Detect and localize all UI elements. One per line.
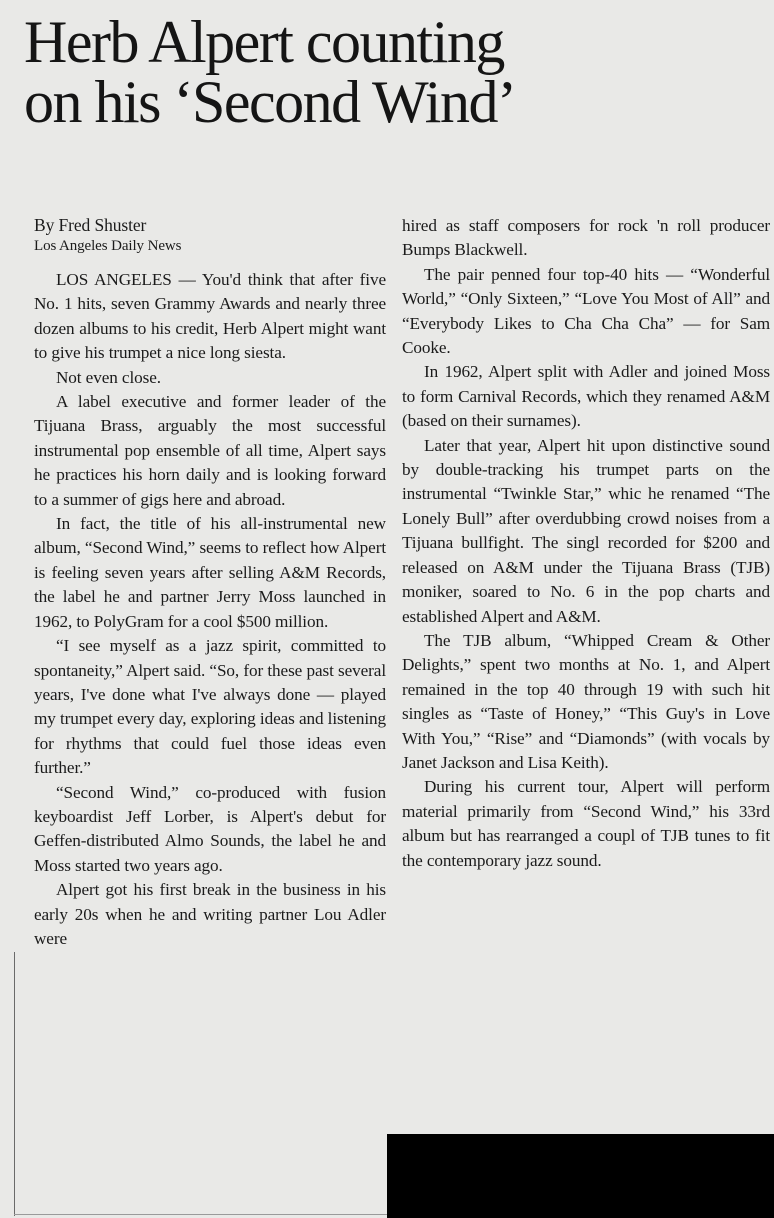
column-rule-left bbox=[14, 952, 15, 1216]
headline bbox=[24, 9, 764, 135]
headline-line-2: on his ‘Second Wind’ bbox=[24, 69, 516, 135]
paragraph-right-3: In 1962, Alpert split with Adler and joined Moss to form Carnival Records, which they renamed A&M (based on their surnames). bbox=[402, 362, 770, 431]
paragraph-left-6: “Second Wind,” co-produced with fusion keyboardist Jeff Lorber, is Alpert's debut for Geffen-distributed Almo Sounds, the label he and Moss started two years ago. bbox=[34, 782, 386, 875]
right-column bbox=[402, 214, 770, 873]
paragraph-left-7: Alpert got his first break in the business in his early 20s when he and writing partner Lou Adler were bbox=[34, 880, 386, 948]
paragraph-left-3: A label executive and former leader of the Tijuana Brass, arguably the most successful instrumental pop ensemble of all time, Alpert says he practices his horn daily and is looking forward to a summer of gigs here and abroad. bbox=[34, 392, 386, 509]
left-column bbox=[34, 214, 386, 951]
byline-author: By Fred Shuster bbox=[34, 215, 147, 235]
paragraph-right-6: During his current tour, Alpert will perform material primarily from “Second Wind,” his 33rd album but has rearranged a coupl of TJB tunes to fit the contemporary jazz sound. bbox=[402, 777, 770, 870]
bottom-rule bbox=[14, 1214, 394, 1215]
redaction-block bbox=[387, 1134, 774, 1218]
paragraph-left-5: “I see myself as a jazz spirit, committed to spontaneity,” Alpert said. “So, for these past several years, I've done what I've always done — played my trumpet every day, exploring ideas and listening for rhythms that could fuel those ideas even further.” bbox=[34, 636, 386, 778]
byline-affiliation: Los Angeles Daily News bbox=[34, 238, 182, 254]
headline-line-1: Herb Alpert counting bbox=[24, 9, 504, 75]
paragraph-left-4: In fact, the title of his all-instrumental new album, “Second Wind,” seems to reflect how Alpert is feeling seven years after selling A&M Records, the label he and partner Jerry Moss launched in 1962, to PolyGram for a cool $500 million. bbox=[34, 514, 386, 631]
paragraph-right-2: The pair penned four top-40 hits — “Wonderful World,” “Only Sixteen,” “Love You Most of All” and “Everybody Likes to Cha Cha Cha” — for Sam Cooke. bbox=[402, 264, 770, 358]
paragraph-right-1: hired as staff composers for rock 'n roll producer Bumps Blackwell. bbox=[402, 216, 770, 260]
paragraph-left-2: Not even close. bbox=[56, 367, 161, 387]
paragraph-right-4: Later that year, Alpert hit upon distinctive sound by double-tracking his trumpet parts on the instrumental “Twinkle Star,” whic he renamed “The Lonely Bull” after overdubbing crowd noises from a Tijuana bullfight. The singl recorded for $200 and released on A&M under the Tijuana Brass (TJB) moniker, soared to No. 6 in the pop charts and established Alpert and A&M. bbox=[402, 435, 770, 626]
paragraph-right-5: The TJB album, “Whipped Cream & Other Delights,” spent two months at No. 1, and Alpert remained in the top 40 through 19 with such hit singles as “Taste of Honey,” “This Guy's in Love With You,” “Rise” and “Diamonds” (with vocals by Janet Jackson and Lisa Keith). bbox=[402, 630, 770, 772]
paragraph-left-1: LOS ANGELES — You'd think that after five No. 1 hits, seven Grammy Awards and nearly three dozen albums to his credit, Herb Alpert might want to give his trumpet a nice long siesta. bbox=[34, 270, 386, 363]
